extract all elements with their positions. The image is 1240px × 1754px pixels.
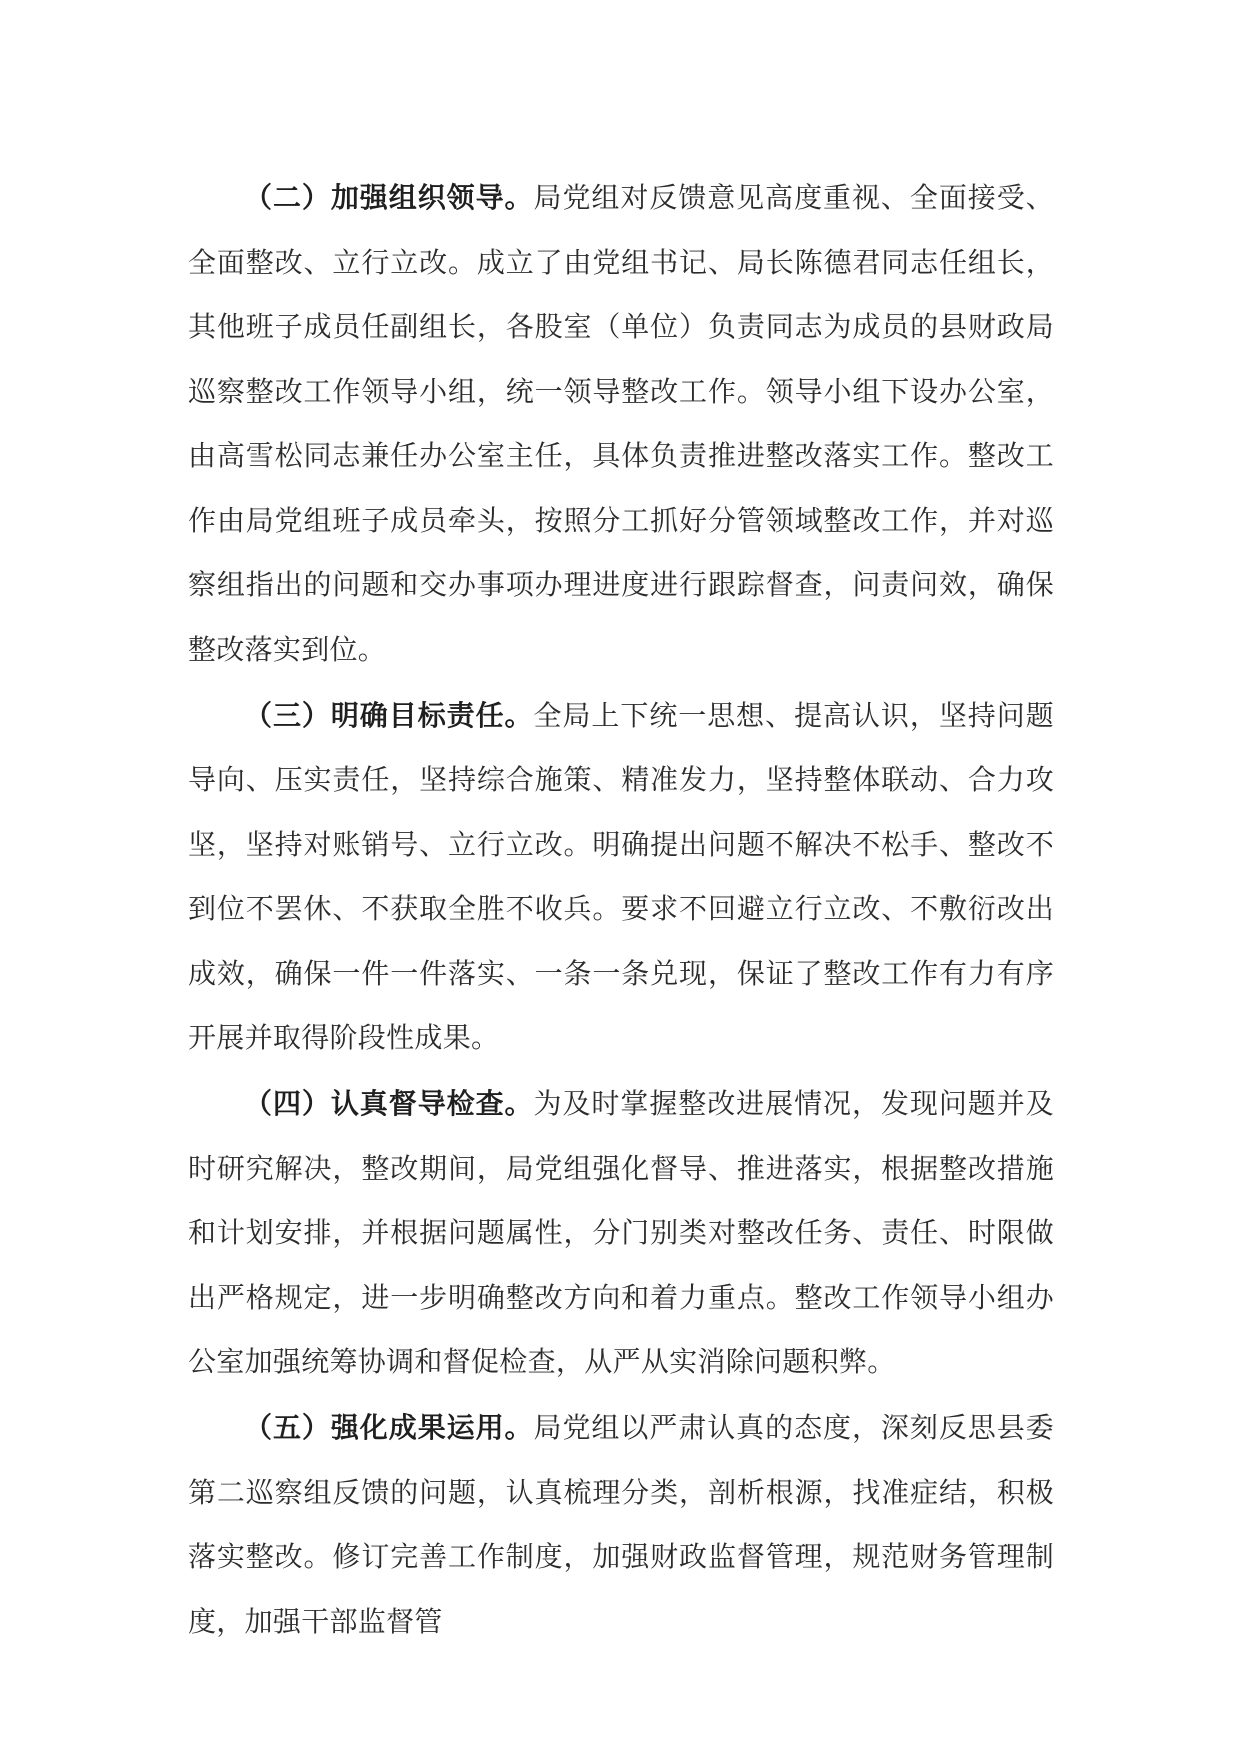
- paragraph-body: 全局上下统一思想、提高认识，坚持问题导向、压实责任，坚持综合施策、精准发力，坚持整体联动、合力攻坚，坚持对账销号、立行立改。明确提出问题不解决不松手、整改不到位不罢休、不获取全胜不收兵。要求不回避立行立改、不敷衍改出成效，确保一件一件落实、一条一条兑现，保证了整改工作有力有序开展并取得阶段性成果。: [188, 698, 1054, 1054]
- paragraph-heading: （五）强化成果运用。: [244, 1411, 534, 1444]
- paragraph-body: 局党组对反馈意见高度重视、全面接受、全面整改、立行立改。成立了由党组书记、局长陈德君同志任组长，其他班子成员任副组长，各股室（单位）负责同志为成员的县财政局巡察整改工作领导小组，统一领导整改工作。领导小组下设办公室，由高雪松同志兼任办公室主任，具体负责推进整改落实工作。整改工作由局党组班子成员牵头，按照分工抓好分管领域整改工作，并对巡察组指出的问题和交办事项办理进度进行跟踪督查，问责问效，确保整改落实到位。: [188, 181, 1054, 666]
- paragraph-body: 为及时掌握整改进展情况，发现问题并及时研究解决，整改期间，局党组强化督导、推进落实，根据整改措施和计划安排，并根据问题属性，分门别类对整改任务、责任、时限做出严格规定，进一步明确整改方向和着力重点。整改工作领导小组办公室加强统筹协调和督促检查，从严从实消除问题积弊。: [188, 1087, 1054, 1378]
- paragraph-supervision-inspection: [188, 1072, 1054, 1395]
- document-page: [188, 166, 1054, 1656]
- paragraph-heading: （四）认真督导检查。: [244, 1087, 534, 1120]
- paragraph-target-responsibility: [188, 684, 1054, 1071]
- paragraph-heading: （二）加强组织领导。: [244, 181, 534, 214]
- paragraph-organization-leadership: [188, 166, 1054, 682]
- paragraph-body: 局党组以严肃认真的态度，深刻反思县委第二巡察组反馈的问题，认真梳理分类，剖析根源，找准症结，积极落实整改。修订完善工作制度，加强财政监督管理，规范财务管理制度，加强干部监督管: [188, 1411, 1054, 1638]
- paragraph-results-application: [188, 1396, 1054, 1654]
- paragraph-heading: （三）明确目标责任。: [244, 698, 534, 732]
